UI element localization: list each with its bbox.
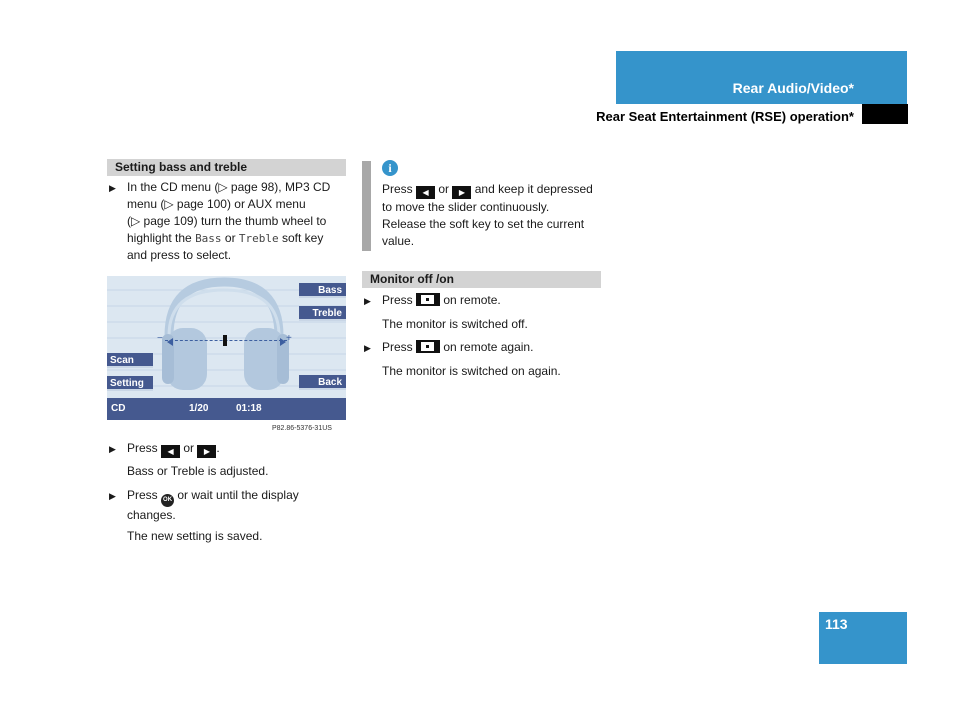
status-bar [107,398,346,420]
slider-minus-label: − [157,333,163,344]
step-press-arrow [127,440,352,458]
info-icon: i [382,160,398,176]
softkey-setting[interactable]: Setting [107,376,153,391]
text: or [221,231,239,245]
track-label: 1/20 [189,403,209,414]
triangle-bullet-icon: ▶ [109,444,116,454]
step-line: (▷ page 109) turn the thumb wheel to [127,214,327,228]
triangle-bullet-icon: ▶ [364,343,371,353]
result-adjusted: Bass or Treble is adjusted. [127,464,269,478]
text: or [438,182,450,196]
info-line [382,181,607,199]
text: or wait until the display [177,488,299,502]
text: highlight the [127,231,196,245]
monitor-remote-button-icon [416,340,440,353]
softkey-bass[interactable]: Bass [299,283,346,298]
left-arrow-key-icon: ◀ [416,186,435,199]
softkey-scan[interactable]: Scan [107,353,153,368]
subsection-title: Rear Seat Entertainment (RSE) operation* [596,109,854,124]
heading-bass-treble: Setting bass and treble [107,159,346,176]
page-number: 113 [825,616,848,632]
triangle-bullet-icon: ▶ [109,183,116,193]
step-line: In the CD menu (▷ page 98), MP3 CD [127,180,331,194]
text: and keep it depressed [474,182,593,196]
result-monitor-off: The monitor is switched off. [382,317,528,331]
info-margin-bar [362,161,371,251]
slider-left-arrow-icon [167,338,173,346]
triangle-bullet-icon: ▶ [109,491,116,501]
slider-thumb[interactable] [223,335,227,346]
result-saved: The new setting is saved. [127,529,263,543]
step-monitor-on [382,339,607,356]
text: Press [127,441,158,455]
treble-softkey-label: Treble [238,232,279,245]
step-line: menu (▷ page 100) or AUX menu [127,197,306,211]
step-line [127,230,352,247]
section-tab [616,51,907,104]
text: soft key [278,231,324,245]
step-line: and press to select. [127,248,232,262]
figure-caption: P82.86-5376-31US [272,425,332,432]
ok-button-icon: OK [161,494,174,507]
slider-plus-label: + [286,333,292,344]
softkey-back[interactable]: Back [299,375,346,390]
text: . [216,441,220,455]
step-line: changes. [127,508,176,522]
info-line: value. [382,234,415,248]
step-line [127,487,352,507]
section-title: Rear Audio/Video* [732,80,854,96]
info-line: Release the soft key to set the current [382,217,585,231]
left-arrow-key-icon: ◀ [161,445,180,458]
text: Press [382,182,413,196]
text: Press [127,488,158,502]
right-arrow-key-icon: ▶ [452,186,471,199]
result-monitor-on: The monitor is switched on again. [382,364,561,378]
softkey-treble[interactable]: Treble [299,306,346,321]
step-press-ok [127,487,352,524]
time-label: 01:18 [236,403,262,414]
text: on remote. [443,293,501,307]
text: Press [382,293,413,307]
text: or [183,441,195,455]
rse-display-screen [107,276,346,420]
source-label: CD [111,403,126,414]
text: Press [382,340,413,354]
info-note [382,181,607,250]
subsection-marker [862,104,908,124]
bass-softkey-label: Bass [195,232,222,245]
text: on remote again. [443,340,534,354]
step-select-softkey [127,179,352,264]
right-arrow-key-icon: ▶ [197,445,216,458]
monitor-remote-button-icon [416,293,440,306]
step-monitor-off [382,292,607,309]
info-line: to move the slider continuously. [382,200,550,214]
triangle-bullet-icon: ▶ [364,296,371,306]
heading-monitor: Monitor off /on [362,271,601,288]
